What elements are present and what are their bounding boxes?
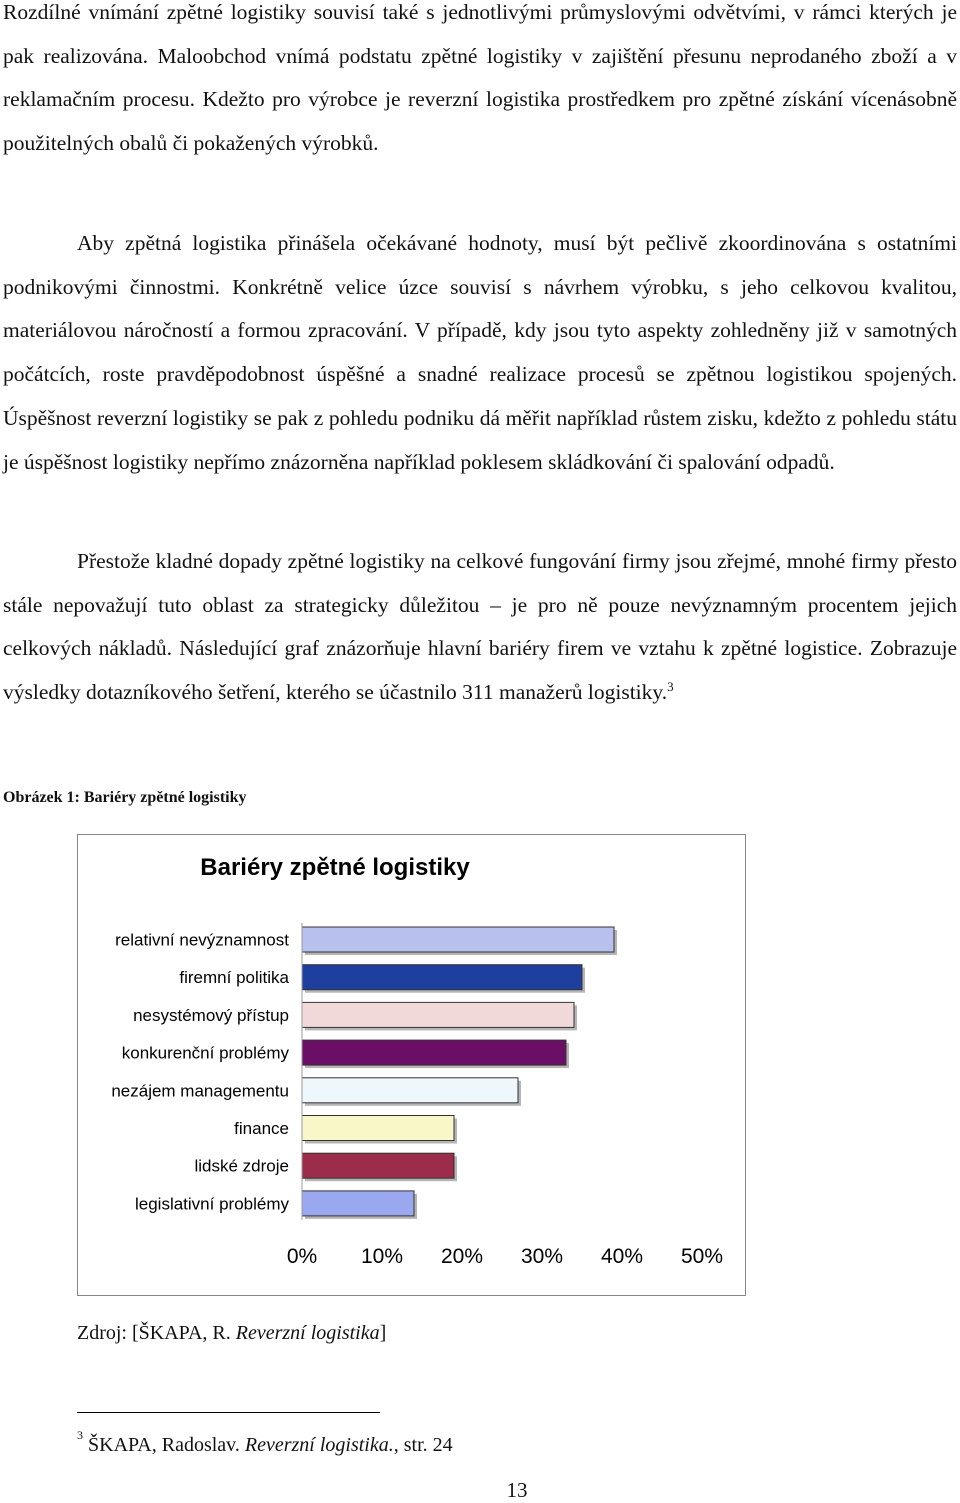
page-number: 13 bbox=[506, 1478, 528, 1502]
chart-x-tick-label: 40% bbox=[600, 1245, 644, 1268]
footnote bbox=[77, 1428, 453, 1457]
chart-category-label: nesystémový přístup bbox=[133, 1005, 289, 1025]
chart-bar bbox=[302, 1191, 414, 1216]
source-prefix: Zdroj: [ŠKAPA, R. bbox=[77, 1322, 236, 1344]
paragraph-2: Aby zpětná logistika přinášela očekávané hodnoty, musí být pečlivě zkoordinována s ostatními podnikovými činnostmi. Konkrétně velice úzce souvisí s návrhem výrobku, s jeho celkovou kvalitou, materiálovou náročností a formou zpracování. V případě, kdy jsou tyto aspekty zohledněny již v samotných počátcích, roste pravděpodobnost úspěšné a snadné realizace procesů se zpětnou logistikou spojených. Úspěšnost reverzní logistiky se pak z pohledu podniku dá měřit například růstem zisku, kdežto z pohledu státu je úspěšnost logistiky nepřímo znázorněna například poklesem skládkování či spalování odpadů. bbox=[3, 231, 957, 474]
chart-category-label: nezájem managementu bbox=[111, 1081, 289, 1101]
chart-bars bbox=[302, 927, 617, 1219]
chart-x-tick-label: 50% bbox=[680, 1245, 724, 1268]
source-suffix: ] bbox=[379, 1322, 387, 1344]
chart-category-label: legislativní problémy bbox=[134, 1194, 289, 1214]
footnote-author: ŠKAPA, Radoslav. bbox=[88, 1434, 245, 1456]
chart-category-label: lidské zdroje bbox=[194, 1156, 289, 1176]
source-title: Reverzní logistika bbox=[235, 1322, 380, 1344]
chart-bar bbox=[302, 927, 614, 952]
chart-category-labels bbox=[111, 931, 289, 1214]
chart-bar bbox=[302, 965, 582, 990]
paragraph-3: Přestože kladné dopady zpětné logistiky na celkové fungování firmy jsou zřejmé, mnohé firmy přesto stále nepovažují tuto oblast za strategicky důležitou – je pro ně pouze nevýznamným procentem jejich celkových nákladů. Následující graf znázorňuje hlavní bariéry firem ve vztahu k zpětné logistice. Zobrazuje výsledky dotazníkového šetření, kterého se účastnilo 311 manažerů logistiky.$^3$ bbox=[3, 549, 957, 705]
figure-source bbox=[77, 1322, 386, 1345]
footnote-separator bbox=[77, 1412, 380, 1413]
chart-x-tick-label: 30% bbox=[520, 1245, 564, 1268]
chart-x-tick-label: 20% bbox=[440, 1245, 484, 1268]
chart-x-tick-label: 10% bbox=[360, 1245, 404, 1268]
chart-bar bbox=[302, 1002, 574, 1027]
chart-title: Bariéry zpětné logistiky bbox=[200, 854, 470, 881]
chart-category-label: firemní politika bbox=[179, 968, 289, 988]
figure-caption: Obrázek 1: Bariéry zpětné logistiky bbox=[3, 789, 247, 806]
footnote-suffix: , str. 24 bbox=[393, 1434, 453, 1456]
chart-category-label: finance bbox=[234, 1119, 289, 1138]
chart-x-tick-label: 0% bbox=[286, 1245, 318, 1268]
chart-bar bbox=[302, 1078, 518, 1103]
chart-x-tick-labels bbox=[287, 1245, 723, 1268]
chart-bar bbox=[302, 1153, 454, 1178]
chart-category-label: relativní nevýznamnost bbox=[115, 930, 289, 950]
chart-canvas bbox=[78, 835, 745, 1295]
bar-chart bbox=[77, 834, 746, 1296]
footnote-title: Reverzní logistika. bbox=[244, 1434, 394, 1456]
paragraph-1: Rozdílné vnímání zpětné logistiky souvisí také s jednotlivými průmyslovými odvětvími, v rámci kterých je pak realizována. Maloobchod vnímá podstatu zpětné logistiky v zajištění přesunu neprodaného zboží a v reklamačním procesu. Kdežto pro výrobce je reverzní logistika prostředkem pro zpětné získání vícenásobně použitelných obalů či pokažených výrobků. bbox=[3, 0, 957, 156]
footnote-reference[interactable]: 3 bbox=[667, 678, 674, 694]
chart-bar bbox=[302, 1116, 454, 1141]
footnote-number: 3 bbox=[77, 1428, 83, 1443]
chart-bar bbox=[302, 1040, 566, 1065]
chart-category-label: konkurenční problémy bbox=[121, 1043, 289, 1063]
